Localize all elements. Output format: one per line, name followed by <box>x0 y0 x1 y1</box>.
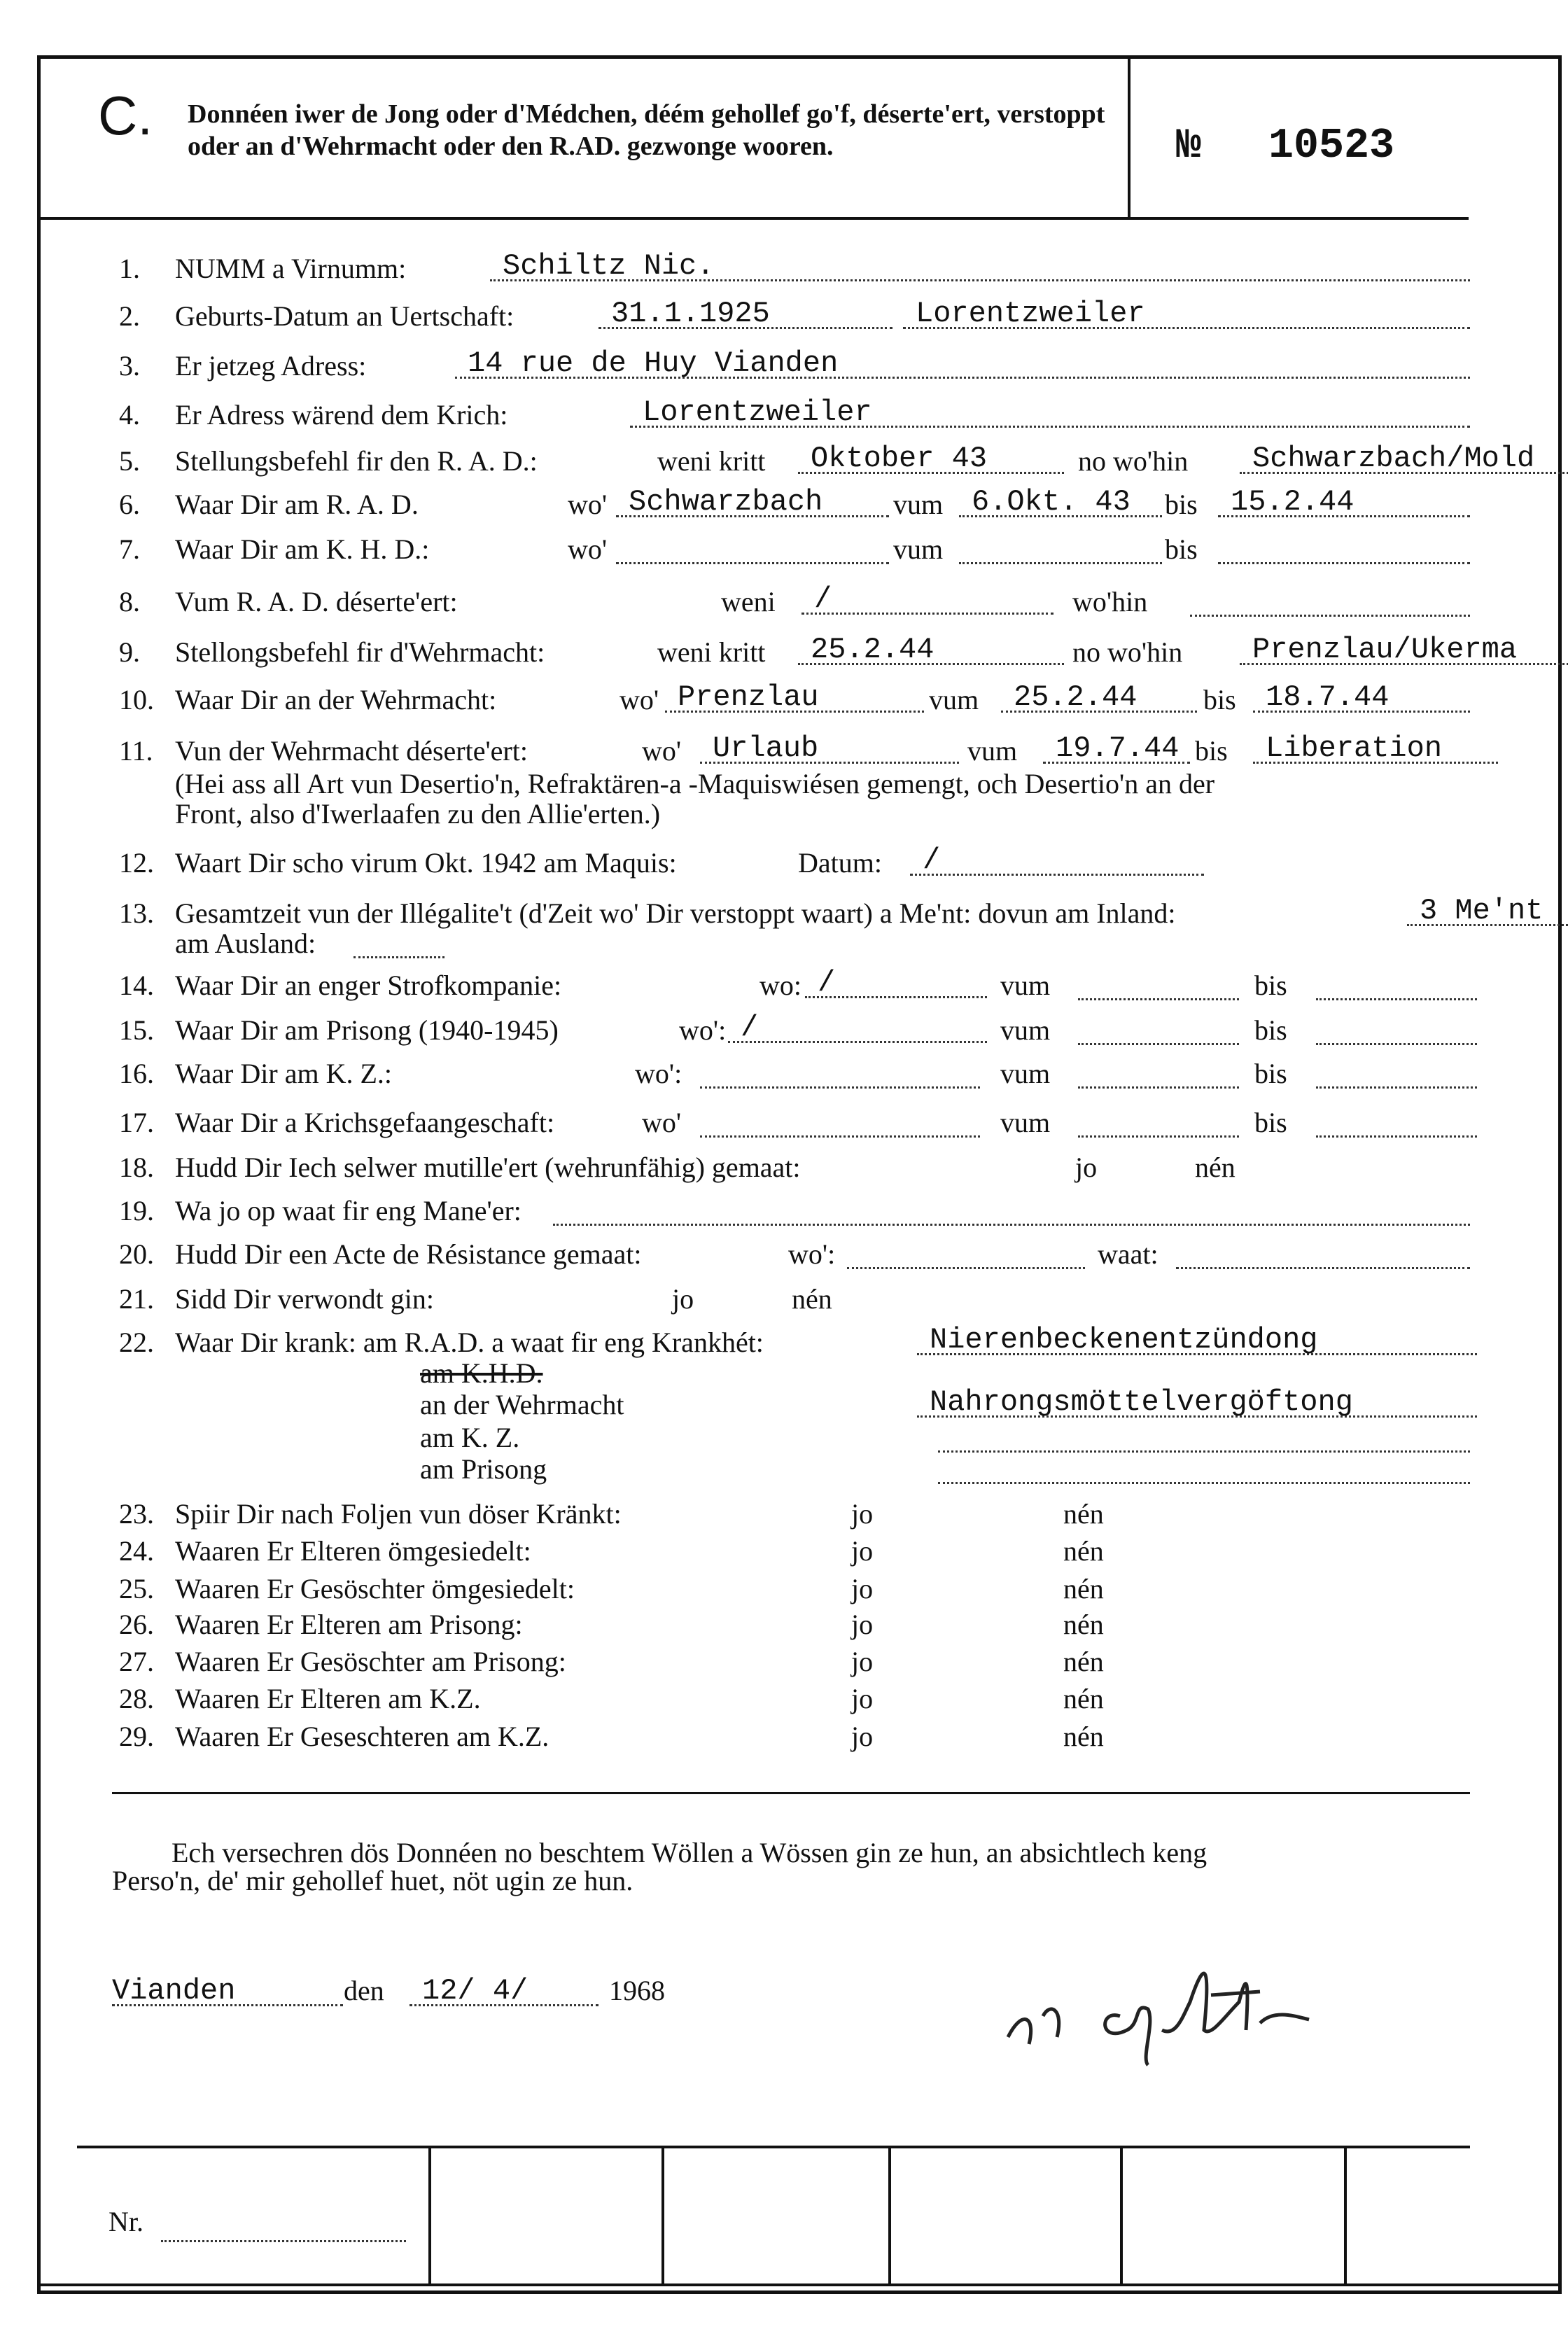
footer-col-5 <box>1344 2146 1347 2283</box>
field-label: jo <box>851 1535 874 1567</box>
row-label: Waar Dir an enger Strofkompanie: <box>175 970 562 1001</box>
blank-field[interactable] <box>1078 1058 1239 1089</box>
row-number: 8. <box>119 586 140 617</box>
row-number: 26. <box>119 1609 154 1640</box>
row-number: 23. <box>119 1498 154 1530</box>
field-label: nén <box>1063 1609 1104 1640</box>
section-letter: C. <box>98 85 153 146</box>
field-label: nén <box>1063 1646 1104 1677</box>
field-value[interactable]: 3 Me'nt <box>1407 895 1568 926</box>
blank-field[interactable] <box>616 534 889 564</box>
row-number: 15. <box>119 1014 154 1046</box>
row-number: 12. <box>119 847 154 879</box>
field-label: bis <box>1165 489 1198 520</box>
blank-field[interactable] <box>1316 1015 1477 1045</box>
blank-field[interactable] <box>354 928 444 958</box>
row-label: Er jetzeg Adress: <box>175 350 367 382</box>
blank-field[interactable] <box>847 1239 1085 1269</box>
field-value[interactable]: 31.1.1925 <box>598 298 892 329</box>
number-symbol: № <box>1176 123 1202 170</box>
field-label: bis <box>1203 684 1236 715</box>
field-value[interactable]: Schwarzbach/Mold <box>1240 443 1568 474</box>
row-number: 2. <box>119 300 140 332</box>
field-value[interactable]: / <box>802 584 1054 615</box>
blank-field[interactable] <box>1316 1058 1477 1089</box>
row-number: 25. <box>119 1573 154 1604</box>
field-value[interactable]: Lorentzweiler <box>903 298 1470 329</box>
row-number: 18. <box>119 1152 154 1183</box>
field-label: jo <box>672 1283 694 1315</box>
field-label: vum <box>967 735 1018 767</box>
field-label: bis <box>1254 1107 1287 1138</box>
row-label: Waar Dir am R. A. D. <box>175 489 419 520</box>
field-label: jo <box>851 1721 874 1752</box>
footer-col-2 <box>662 2146 664 2283</box>
field-label: wo': <box>679 1014 727 1046</box>
field-label: bis <box>1195 735 1228 767</box>
field-label: vum <box>929 684 979 715</box>
field-value[interactable]: Nahrongsmöttelvergöftong <box>917 1387 1477 1418</box>
row-label: Front, also d'Iwerlaafen zu den Allie'erten.) <box>175 798 661 830</box>
field-label: bis <box>1254 1058 1287 1089</box>
row-number: 10. <box>119 684 154 715</box>
nr-field[interactable] <box>161 2212 406 2242</box>
footer-col-4 <box>1120 2146 1123 2283</box>
field-value[interactable]: / <box>805 967 987 998</box>
row-label: Waaren Er Geseschteren am K.Z. <box>175 1721 550 1752</box>
row-label: Vun der Wehrmacht déserte'ert: <box>175 735 528 767</box>
place-field[interactable]: Vianden <box>112 1975 343 2006</box>
declaration-line-2: Perso'n, de' mir gehollef huet, nöt ugin ze hun. <box>112 1865 634 1896</box>
row-label: Hudd Dir een Acte de Résistance gemaat: <box>175 1238 642 1270</box>
declaration-rule <box>112 1792 1470 1794</box>
row-number: 1. <box>119 253 140 284</box>
field-label: nén <box>1063 1535 1104 1567</box>
field-value[interactable]: Urlaub <box>700 733 959 764</box>
field-value[interactable]: Schwarzbach <box>616 487 889 517</box>
blank-field[interactable] <box>1316 970 1477 1000</box>
row-number: 9. <box>119 636 140 668</box>
row-label: Geburts-Datum an Uertschaft: <box>175 300 514 332</box>
row-label: Wa jo op waat fir eng Mane'er: <box>175 1195 522 1226</box>
field-label: vum <box>1000 1014 1051 1046</box>
signature <box>980 1932 1400 2072</box>
field-label: Datum: <box>798 847 882 879</box>
field-value[interactable]: Liberation <box>1253 733 1498 764</box>
field-label: vum <box>1000 1058 1051 1089</box>
footer-col-1 <box>428 2146 431 2283</box>
field-value[interactable]: Prenzlau <box>665 682 924 713</box>
row-number: 3. <box>119 350 140 382</box>
footer-rule-bottom <box>41 2283 1560 2286</box>
row-label: Sidd Dir verwondt gin: <box>175 1283 434 1315</box>
row-label: an der Wehrmacht <box>420 1389 624 1420</box>
declaration-line-1: Ech versechren dös Donnéen no beschtem Wöllen a Wössen gin ze hun, an absichtlech keng <box>172 1837 1208 1868</box>
year-label: 1968 <box>609 1975 665 2006</box>
blank-field[interactable] <box>700 1058 980 1089</box>
row-label: (Hei ass all Art vun Desertio'n, Refraktären-a -Maquiswiésen gemengt, och Desertio'n an der <box>175 768 1215 799</box>
field-label: wo' <box>642 1107 682 1138</box>
row-label: Waar Dir am Prisong (1940-1945) <box>175 1014 559 1046</box>
row-number: 11. <box>119 735 153 767</box>
field-label: jo <box>851 1646 874 1677</box>
field-label: vum <box>893 489 944 520</box>
blank-field[interactable] <box>1190 587 1470 617</box>
row-number: 21. <box>119 1283 154 1315</box>
field-value[interactable]: 6.Okt. 43 <box>959 487 1162 517</box>
field-label: weni kritt <box>657 636 766 668</box>
blank-field[interactable] <box>700 1107 980 1138</box>
footer-rule-top <box>77 2146 1470 2148</box>
row-label: NUMM a Virnumm: <box>175 253 407 284</box>
field-label: wo': <box>635 1058 682 1089</box>
field-label: bis <box>1254 1014 1287 1046</box>
field-label: weni kritt <box>657 445 766 477</box>
row-label: Waar Dir krank: am R.A.D. a waat fir eng Krankhét: <box>175 1327 764 1358</box>
field-label: waat: <box>1098 1238 1158 1270</box>
row-label: Waaren Er Elteren am K.Z. <box>175 1683 481 1714</box>
blank-field[interactable] <box>1078 1107 1239 1138</box>
date-field[interactable]: 12/ 4/ <box>410 1975 598 2006</box>
row-label: am Ausland: <box>175 928 316 959</box>
field-label: nén <box>1063 1683 1104 1714</box>
field-label: wo' <box>642 735 682 767</box>
field-value[interactable]: 15.2.44 <box>1218 487 1470 517</box>
footer-col-3 <box>888 2146 891 2283</box>
field-label: nén <box>1195 1152 1236 1183</box>
row-number: 28. <box>119 1683 154 1714</box>
row-number: 19. <box>119 1195 154 1226</box>
field-label: wo' <box>568 489 608 520</box>
field-value[interactable]: / <box>728 1012 987 1043</box>
row-number: 5. <box>119 445 140 477</box>
field-label: wo: <box>760 970 802 1001</box>
field-value[interactable]: 25.2.44 <box>798 634 1064 665</box>
field-label: no wo'hin <box>1072 636 1183 668</box>
header-divider <box>1128 55 1130 218</box>
field-label: jo <box>851 1683 874 1714</box>
blank-field[interactable] <box>938 1422 1470 1453</box>
field-value[interactable]: Oktober 43 <box>798 443 1064 474</box>
field-label: weni <box>721 586 776 617</box>
row-number: 13. <box>119 897 154 929</box>
den-label: den <box>344 1975 384 2006</box>
row-label: Hudd Dir Iech selwer mutille'ert (wehrunfähig) gemaat: <box>175 1152 801 1183</box>
field-label: no wo'hin <box>1078 445 1189 477</box>
blank-field[interactable] <box>553 1196 1470 1226</box>
row-number: 6. <box>119 489 140 520</box>
field-value[interactable]: Schiltz Nic. <box>490 251 1470 281</box>
field-label: nén <box>1063 1721 1104 1752</box>
field-value[interactable]: Prenzlau/Ukerma <box>1240 634 1568 665</box>
row-number: 24. <box>119 1535 154 1567</box>
row-label: am K.H.D. <box>420 1357 543 1389</box>
field-label: bis <box>1165 533 1198 565</box>
row-label: Stellungsbefehl fir den R. A. D.: <box>175 445 538 477</box>
field-label: jo <box>851 1573 874 1604</box>
field-label: wo': <box>788 1238 836 1270</box>
field-label: jo <box>851 1609 874 1640</box>
document-number <box>1176 123 1394 170</box>
row-label: am K. Z. <box>420 1422 520 1453</box>
field-label: jo <box>851 1498 874 1530</box>
field-value[interactable]: 19.7.44 <box>1043 733 1190 764</box>
row-label: Gesamtzeit vun der Illégalite't (d'Zeit wo' Dir verstoppt waart) a Me'nt: dovun am Inland: <box>175 897 1176 929</box>
row-label: am Prisong <box>420 1453 547 1485</box>
field-label: vum <box>1000 970 1051 1001</box>
row-label: Vum R. A. D. déserte'ert: <box>175 586 458 617</box>
field-label: vum <box>1000 1107 1051 1138</box>
field-value[interactable]: / <box>910 845 1204 876</box>
row-number: 16. <box>119 1058 154 1089</box>
nr-label: Nr. <box>108 2206 144 2237</box>
blank-field[interactable] <box>1078 1015 1239 1045</box>
blank-field[interactable] <box>1078 970 1239 1000</box>
row-label: Waart Dir scho virum Okt. 1942 am Maquis: <box>175 847 677 879</box>
field-label: bis <box>1254 970 1287 1001</box>
row-number: 14. <box>119 970 154 1001</box>
field-value[interactable]: 25.2.44 <box>1001 682 1197 713</box>
blank-field[interactable] <box>959 534 1162 564</box>
field-value[interactable]: Nierenbeckenentzündong <box>917 1324 1477 1355</box>
field-label: wo' <box>568 533 608 565</box>
row-label: Waar Dir am K. Z.: <box>175 1058 392 1089</box>
field-label: nén <box>1063 1573 1104 1604</box>
row-label: Spiir Dir nach Foljen vun döser Kränkt: <box>175 1498 622 1530</box>
field-value[interactable]: 14 rue de Huy Vianden <box>455 348 1470 379</box>
row-number: 29. <box>119 1721 154 1752</box>
field-label: nén <box>792 1283 832 1315</box>
field-label: nén <box>1063 1498 1104 1530</box>
row-label: Waaren Er Gesöschter ömgesiedelt: <box>175 1573 575 1604</box>
row-number: 17. <box>119 1107 154 1138</box>
row-label: Waaren Er Elteren am Prisong: <box>175 1609 523 1640</box>
row-number: 27. <box>119 1646 154 1677</box>
blank-field[interactable] <box>1176 1239 1470 1269</box>
blank-field[interactable] <box>1316 1107 1477 1138</box>
field-label: wo' <box>620 684 659 715</box>
section-title: Donnéen iwer de Jong oder d'Médchen, déém gehollef go'f, déserte'ert, verstoppt oder an d'Wehrmacht oder den R.AD. gezwonge wooren. <box>188 99 1105 161</box>
row-label: Waaren Er Gesöschter am Prisong: <box>175 1646 566 1677</box>
row-number: 4. <box>119 399 140 431</box>
blank-field[interactable] <box>938 1454 1470 1484</box>
header-rule <box>41 217 1469 220</box>
field-value[interactable]: Lorentzweiler <box>630 397 1470 428</box>
number-value: 10523 <box>1268 123 1395 170</box>
blank-field[interactable] <box>1218 534 1470 564</box>
row-label: Stellongsbefehl fir d'Wehrmacht: <box>175 636 545 668</box>
field-label: vum <box>893 533 944 565</box>
row-number: 20. <box>119 1238 154 1270</box>
field-value[interactable]: 18.7.44 <box>1253 682 1470 713</box>
row-label: Waar Dir an der Wehrmacht: <box>175 684 497 715</box>
row-number: 22. <box>119 1327 154 1358</box>
row-label: Waar Dir a Krichsgefaangeschaft: <box>175 1107 555 1138</box>
field-label: wo'hin <box>1072 586 1148 617</box>
field-label: jo <box>1075 1152 1098 1183</box>
row-label: Waaren Er Elteren ömgesiedelt: <box>175 1535 531 1567</box>
row-number: 7. <box>119 533 140 565</box>
row-label: Waar Dir am K. H. D.: <box>175 533 430 565</box>
row-label: Er Adress wärend dem Krich: <box>175 399 508 431</box>
